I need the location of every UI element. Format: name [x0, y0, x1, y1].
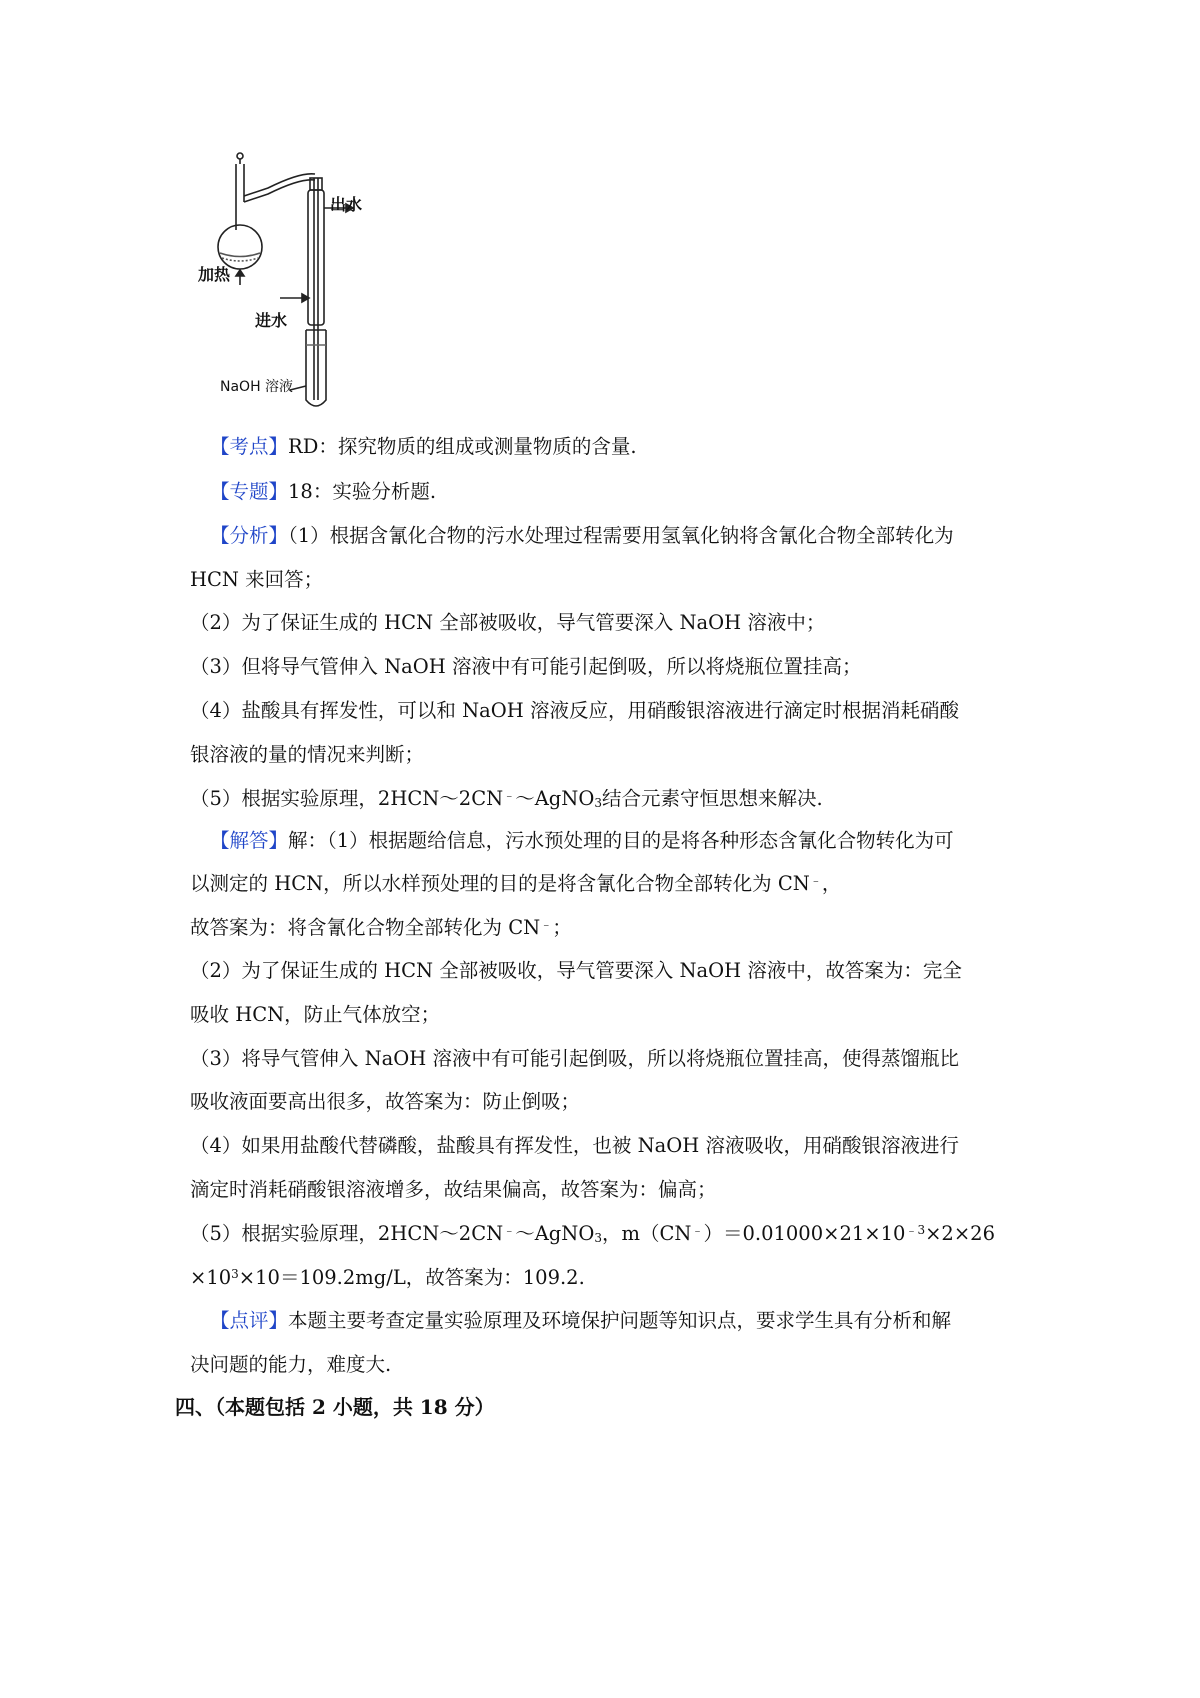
fenxi-5-text-b: ～AgNO — [515, 787, 595, 810]
kaodian-line — [210, 432, 637, 462]
jieda-5-text-a: （5）根据实验原理，2HCN～2CN — [190, 1222, 504, 1245]
fenxi-5-text-c: 结合元素守恒思想来解决. — [601, 787, 823, 810]
jieda-1c-text-c: ； — [552, 916, 572, 939]
fenxi-tag: 【分析】 — [210, 524, 289, 547]
jieda-line-3b: 吸收液面要高出很多，故答案为：防止倒吸； — [190, 1090, 581, 1113]
jieda-1b-sup: ﹣ — [809, 873, 822, 887]
dianping-line-1b: 决问题的能力，难度大. — [190, 1353, 392, 1376]
jieda-1c-text-a: 故答案为：将含氰化合物全部转化为 CN — [190, 916, 541, 939]
jieda-5b-sup: 3 — [231, 1267, 239, 1281]
fenxi-5-text-a: （5）根据实验原理，2HCN～2CN — [190, 787, 504, 810]
jieda-1c-sup: ﹣ — [540, 917, 553, 931]
jieda-5-sup-1: ﹣ — [503, 1223, 516, 1237]
jieda-1b-text-a: 以测定的 HCN，所以水样预处理的目的是将含氰化合物全部转化为 CN — [190, 872, 810, 895]
fenxi-line-4: （4）盐酸具有挥发性，可以和 NaOH 溶液反应，用硝酸银溶液进行滴定时根据消耗硝酸 — [190, 699, 959, 722]
jieda-5-text-b: ～AgNO — [515, 1222, 595, 1245]
jieda-5-text-c: ，m（CN — [601, 1222, 692, 1245]
jieda-5-sup-3: ﹣3 — [905, 1223, 926, 1237]
figure-label-heating: 加热 — [198, 265, 231, 284]
dianping-text-1: 本题主要考查定量实验原理及环境保护问题等知识点，要求学生具有分析和解 — [288, 1309, 952, 1332]
zhuanti-line — [210, 477, 436, 507]
jieda-line-2b: 吸收 HCN，防止气体放空； — [190, 1003, 441, 1026]
zhuanti-text: 18：实验分析题. — [288, 480, 437, 503]
fenxi-line-1 — [210, 521, 954, 551]
jieda-line-1c — [190, 913, 572, 943]
jieda-line-4b: 滴定时消耗硝酸银溶液增多，故结果偏高，故答案为：偏高； — [190, 1178, 717, 1201]
jieda-line-5b — [190, 1263, 585, 1293]
dianping-line-1 — [210, 1306, 951, 1336]
fenxi-line-3: （3）但将导气管伸入 NaOH 溶液中有可能引起倒吸，所以将烧瓶位置挂高； — [190, 655, 862, 678]
jieda-5-text-d: ）＝0.01000×21×10 — [703, 1222, 906, 1245]
jieda-line-2: （2）为了保证生成的 HCN 全部被吸收，导气管要深入 NaOH 溶液中，故答案为：完全 — [190, 959, 962, 982]
dianping-tag: 【点评】 — [210, 1309, 289, 1332]
distillation-apparatus-diagram — [210, 150, 410, 450]
jieda-line-1b — [190, 869, 841, 899]
fenxi-line-1b: HCN 来回答； — [190, 568, 324, 591]
jieda-line-1 — [210, 826, 954, 856]
fenxi-5-sup: ﹣ — [503, 788, 516, 802]
figure-label-naoh-solution: NaOH 溶液 — [220, 379, 294, 395]
jieda-line-5 — [190, 1219, 995, 1249]
jieda-5-sub: 3 — [594, 1231, 602, 1245]
jieda-5-text-e: ×2×26 — [925, 1222, 995, 1245]
section-heading: 四、（本题包括 2 小题，共 18 分） — [175, 1395, 495, 1419]
fenxi-5-sub: 3 — [594, 796, 602, 810]
zhuanti-tag: 【专题】 — [210, 480, 289, 503]
fenxi-line-5 — [190, 784, 823, 814]
jieda-line-4: （4）如果用盐酸代替磷酸，盐酸具有挥发性，也被 NaOH 溶液吸收，用硝酸银溶液进行 — [190, 1134, 959, 1157]
jieda-5b-text-a: ×10 — [190, 1266, 232, 1289]
figure-label-outlet: 出水 — [330, 195, 363, 214]
fenxi-line-4b: 银溶液的量的情况来判断； — [190, 743, 425, 766]
jieda-5b-text-b: ×10＝109.2mg/L，故答案为：109.2. — [238, 1266, 585, 1289]
jieda-1b-text-c: ， — [821, 872, 842, 895]
apparatus-figure — [198, 150, 410, 450]
fenxi-line-2: （2）为了保证生成的 HCN 全部被吸收，导气管要深入 NaOH 溶液中； — [190, 611, 826, 634]
jieda-text-1: 解：（1）根据题给信息，污水预处理的目的是将各种形态含氰化合物转化为可 — [288, 829, 954, 852]
kaodian-tag: 【考点】 — [210, 435, 289, 458]
jieda-line-3: （3）将导气管伸入 NaOH 溶液中有可能引起倒吸，所以将烧瓶位置挂高，使得蒸馏瓶比 — [190, 1047, 959, 1070]
kaodian-text: RD：探究物质的组成或测量物质的含量. — [288, 435, 637, 458]
fenxi-text-1: （1）根据含氰化合物的污水处理过程需要用氢氧化钠将含氰化合物全部转化为 — [288, 524, 954, 547]
jieda-5-sup-2: ﹣ — [691, 1223, 704, 1237]
jieda-tag: 【解答】 — [210, 829, 289, 852]
figure-label-inlet: 进水 — [255, 311, 288, 330]
